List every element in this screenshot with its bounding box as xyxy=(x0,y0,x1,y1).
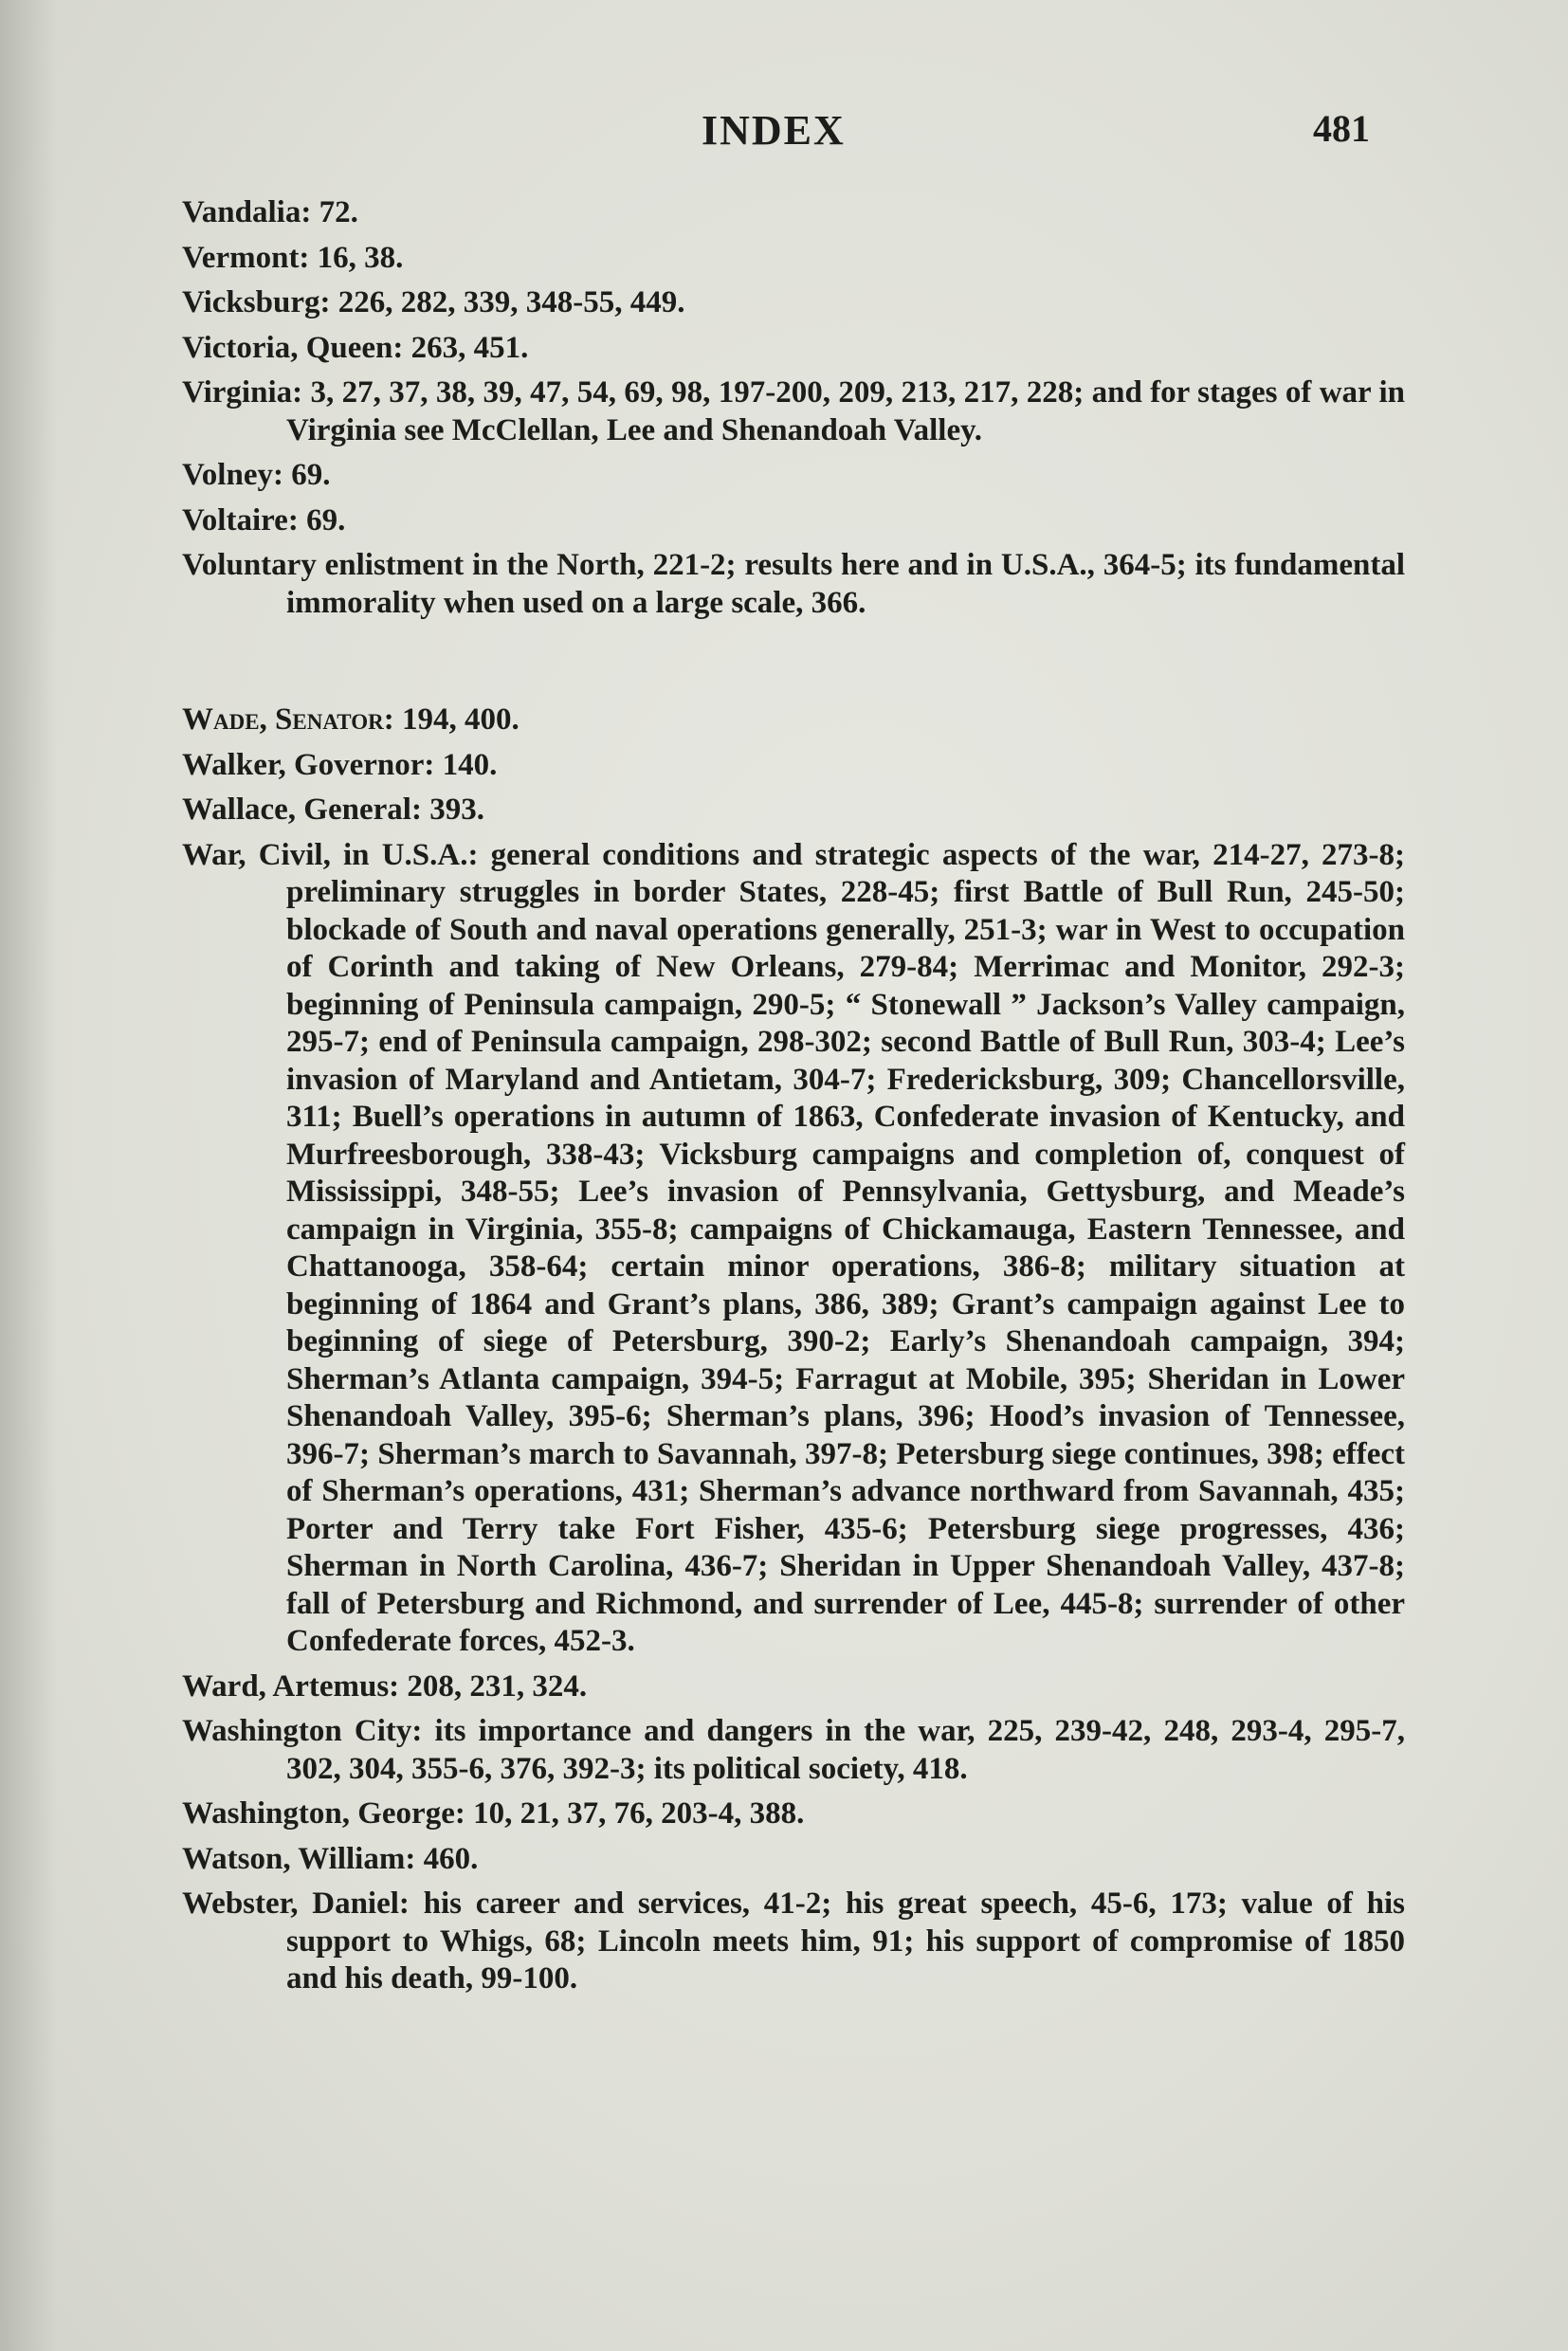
index-entry-voltaire xyxy=(182,502,1405,540)
entry-head: Wallace, General: xyxy=(182,793,422,827)
entry-head: Webster, Daniel: xyxy=(182,1886,410,1921)
entry-text: 69. xyxy=(283,458,331,492)
entry-text: its importance and dangers in the war, 225, 239-42, 248, 293-4, 295-7, 302, 304, 355-6, 376, 392-3; its political society, 418. xyxy=(286,1714,1405,1786)
entry-text: 194, 400. xyxy=(393,702,520,737)
entry-head: Vicksburg: xyxy=(182,285,331,319)
entry-head: Voluntary enlistment in the North, xyxy=(182,548,645,582)
entry-head: Wade, Senator: xyxy=(182,702,394,737)
running-head: INDEX xyxy=(702,107,846,154)
index-entry-ward xyxy=(182,1668,1405,1706)
entry-head: Virginia: xyxy=(182,375,303,410)
entry-text: 263, 451. xyxy=(403,330,529,365)
index-entry-victoria xyxy=(182,330,1405,368)
entry-head: Walker, Governor: xyxy=(182,747,435,782)
index-entry-vermont xyxy=(182,240,1405,278)
entry-head: Ward, Artemus: xyxy=(182,1668,400,1704)
entry-text: his career and services, 41-2; his great speech, 45-6, 173; value of his support to Whigs, 68; Lincoln meets him, 91; his support of compromise of 1850 and his death, 99-100. xyxy=(286,1886,1405,1996)
page-header xyxy=(0,106,1568,163)
entry-text: 393. xyxy=(421,793,484,827)
index-entry-vandalia xyxy=(182,194,1405,232)
entry-text: 221-2; results here and in U.S.A., 364-5; its fundamental immorality when used on a large scale, 366. xyxy=(286,548,1405,620)
entry-head: Washington, George: xyxy=(182,1796,465,1831)
page-number: 481 xyxy=(1313,107,1370,150)
entry-text: general conditions and strategic aspects of the war, 214-27, 273-8; preliminary struggles in border States, 228-45; first Battle of Bull Run, 245-50; blockade of South and naval operations generally, 251-3; war in West to occupation of Corinth and taking of New Orleans, 279-84; Merrimac and Monitor, 292-3; beginning of Peninsula campaign, 290-5; “ Stonewall ” Jackson’s Valley campaign, 295-7; end of Peninsula campaign, 298-302; second Battle of Bull Run, 303-4; Lee’s invasion of Maryland and Antietam, 304-7; Fredericksburg, 309; Chancellorsville, 311; Buell’s operations in autumn of 1863, Confederate invasion of Kentucky, and Murfreesborough, 338-43; Vicksburg campaigns and completion of, conquest of Mississippi, 348-55; Lee’s invasion of Pennsylvania, Gettysburg, and Meade’s campaign in Virginia, 355-8; campaigns of Chickamauga, Eastern Tennessee, and Chattanooga, 358-64; certain minor operations, 386-8; military situation at beginning of 1864 and Grant’s plans, 386, 389; Grant’s campaign against Lee to beginning of siege of Petersburg, 390-2; Early’s Shenandoah campaign, 394; Sherman’s Atlanta campaign, 394-5; Farragut at Mobile, 395; Sheridan in Lower Shenandoah Valley, 395-6; Sherman’s plans, 396; Hood’s invasion of Tennessee, 396-7; Sherman’s march to Savannah, 397-8; Petersburg siege continues, 398; effect of Sherman’s operations, 431; Sherman’s advance northward from Savannah, 435; Porter and Terry take Fort Fisher, 435-6; Petersburg siege progresses, 436; Sherman in North Carolina, 436-7; Sheridan in Upper Shenandoah Valley, 437-8; fall of Petersburg and Richmond, and surrender of Lee, 445-8; surrender of other Confederate forces, 452-3. xyxy=(286,837,1405,1658)
index-entry-virginia xyxy=(182,374,1405,449)
entry-head: Volney: xyxy=(182,458,283,492)
entry-head: War, Civil, in U.S.A.: xyxy=(182,837,479,872)
entry-text: 140. xyxy=(434,747,498,782)
entry-text: 16, 38. xyxy=(309,240,404,275)
entry-head: Vermont: xyxy=(182,240,310,275)
index-entry-wade xyxy=(182,702,1405,739)
entry-head: Watson, William: xyxy=(182,1841,416,1876)
entry-text: 72. xyxy=(311,195,358,229)
entry-text: 10, 21, 37, 76, 203-4, 388. xyxy=(465,1796,805,1831)
entry-head: Washington City: xyxy=(182,1714,423,1748)
index-entry-vicksburg xyxy=(182,284,1405,322)
index-entry-volney xyxy=(182,457,1405,495)
entry-text: 3, 27, 37, 38, 39, 47, 54, 69, 98, 197-200, 209, 213, 217, 228; and for stages of war in Virginia see McClellan, Lee and Shenandoah Valley. xyxy=(286,375,1405,447)
index-entry-washington-george xyxy=(182,1795,1405,1833)
index-entry-walker xyxy=(182,747,1405,785)
index-section-w xyxy=(182,702,1405,2006)
entry-head: Victoria, Queen: xyxy=(182,330,404,365)
entry-text: 208, 231, 324. xyxy=(399,1668,588,1704)
index-entry-webster xyxy=(182,1886,1405,1998)
entry-text: 460. xyxy=(415,1841,479,1876)
entry-text: 226, 282, 339, 348-55, 449. xyxy=(330,285,685,319)
entry-head: Voltaire: xyxy=(182,502,299,538)
index-entry-war-civil xyxy=(182,837,1405,1661)
index-entry-voluntary-enlistment xyxy=(182,547,1405,622)
index-entry-watson xyxy=(182,1841,1405,1879)
index-entry-wallace xyxy=(182,792,1405,829)
spine-shadow xyxy=(0,0,57,2351)
entry-head: Vandalia: xyxy=(182,195,312,229)
index-entry-washington-city xyxy=(182,1713,1405,1788)
entry-text: 69. xyxy=(298,502,346,538)
index-section-v xyxy=(182,194,1405,629)
